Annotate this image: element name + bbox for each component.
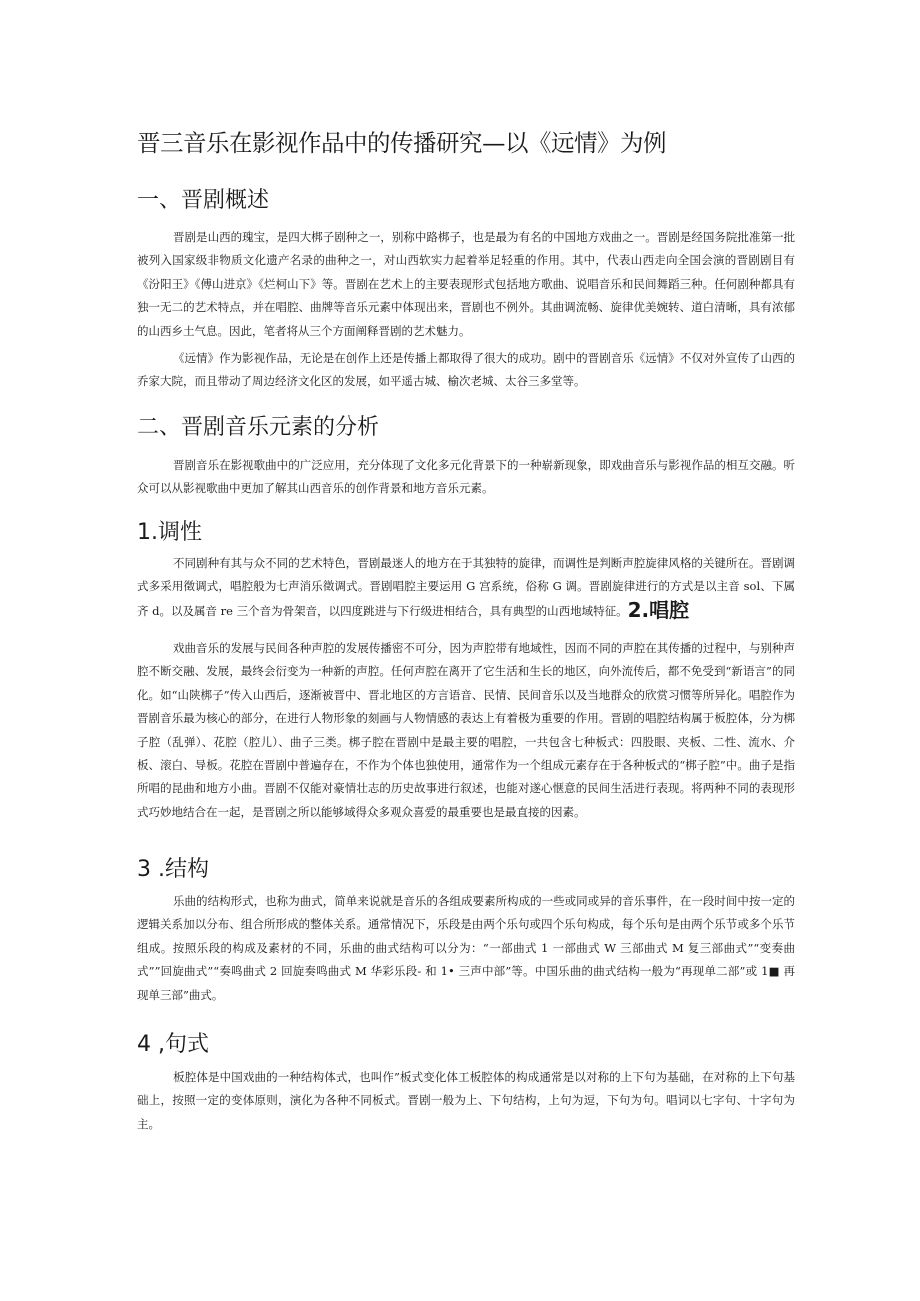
section-heading-music-elements: 二、晋剧音乐元素的分析 [137, 415, 380, 440]
paragraph [137, 454, 795, 501]
paragraph-text: 晋剧是山西的瑰宝，是四大梆子剧种之一，别称中路梆子，也是最为有名的中国地方戏曲之一。晋剧是经国务院批准第一批被列入国家级非物质文化遗产名录的曲种之一，对山西软实力起着举足轻重的作用。其中，代表山西走向全国会演的晋剧剧目有《汾阳王》《傅山进京》《烂柯山下》等。晋剧在艺术上的主要表现形式包括地方歌曲、说唱音乐和民间舞蹈三种。任何剧种都具有独一无二的艺术特点，并在唱腔、曲牌等音乐元素中体现出来，晋剧也不例外。其曲调流畅、旋律优美婉转、道白清晰，具有浓郁的山西乡土气息。因此，笔者将从三个方面阐释晋剧的艺术魅力。 [137, 230, 795, 338]
section-heading-overview: 一、晋剧概述 [137, 188, 270, 213]
paragraph-text: 晋剧音乐在影视歌曲中的广泛应用，充分体现了文化多元化背景下的一种崭新现象，即戏曲音乐与影视作品的相互交融。听众可以从影视歌曲中更加了解其山西音乐的创作背景和地方音乐元素。 [137, 458, 795, 496]
subheading-tonality: 1.调性 [137, 520, 202, 545]
paragraph-text: 不同剧种有其与众不同的艺术特色，晋剧最迷人的地方在于其独特的旋律，而调性是判断声腔旋律风格的关键所在。晋剧调式多采用徵调式，唱腔般为七声消乐徵调式。晋剧唱腔主要运用 G 宫系统，俗称 G 调。晋剧旋律进行的方式是以主音 sol、下属齐 d。以及属音 re 三个音为骨架音，以四度跳进与下行级进相结合，具有典型的山西地域特征。 [137, 556, 795, 618]
paragraph [137, 890, 795, 1007]
subheading-phrase-form: 4 ,句式 [137, 1032, 209, 1057]
subheading-structure: 3 .结构 [137, 857, 209, 882]
paragraph-text: 乐曲的结构形式，也称为曲式，简单来说就是音乐的各组成要素所构成的一些或同或异的音乐事件，在一段时间中按一定的逻辑关系加以分布、组合所形成的整体关系。通常情况下，乐段是由两个乐句或四个乐句构成，每个乐句是由两个乐节或多个乐节组成。按照乐段的构成及素材的不同，乐曲的曲式结构可以分为：“一部曲式 1 一部曲式 W 三部曲式 M 复三部曲式”“变奏曲式””回旋曲式”“奏鸣曲式 2 回旋奏鸣曲式 M 华彩乐段- 和 1• 三声中部”等。中国乐曲的曲式结构一般为“再现单二部”或 1■ 再现单三部”曲式。 [137, 894, 795, 1002]
paragraph-text: 《远情》作为影视作品，无论是在创作上还是传播上都取得了很大的成功。剧中的晋剧音乐《远情》不仅对外宣传了山西的乔家大院，而且带动了周边经济文化区的发展，如平遥古城、榆次老城、太谷三多堂等。 [137, 351, 795, 389]
paragraph-text: 板腔体是中国戏曲的一种结构体式，也叫作”板式变化体工板腔体的构成通常是以对称的上下句为基础，在对称的上下句基础上，按照一定的变体原则，演化为各种不同板式。晋剧一般为上、下句结构，上句为逗，下句为句。唱词以七字句、十字句为主。 [137, 1070, 795, 1131]
paragraph [137, 1066, 795, 1136]
paragraph [137, 552, 795, 623]
paragraph [137, 637, 795, 824]
paragraph [137, 226, 795, 343]
subheading-singing-style: 2.唱腔 [627, 597, 690, 622]
paragraph-text: 戏曲音乐的发展与民间各种声腔的发展传播密不可分，因为声腔带有地域性，因而不同的声腔在其传播的过程中，与别种声腔不断交融、发展，最终会衍变为一种新的声腔。任何声腔在离开了它生活和生长的地区，向外流传后，都不免受到“新语言”的同化。如“山陕梆子”传入山西后，逐渐被晋中、晋北地区的方言语音、民情、民间音乐以及当地群众的欣赏习惯等所异化。唱腔作为晋剧音乐最为核心的部分，在进行人物形象的刻画与人物情感的表达上有着极为重要的作用。晋剧的唱腔结构属于板腔体，分为梆子腔（乱弹）、花腔（腔儿）、曲子三类。梆子腔在晋剧中是最主要的唱腔，一共包含七种板式：四股眼、夹板、二性、流水、介板、滚白、导板。花腔在晋剧中普遍存在，不作为个体也独使用，通常作为一个组成元素存在于各种板式的“梆子腔”中。曲子是指所唱的昆曲和地方小曲。晋剧不仅能对豪情壮志的历史故事进行叙述，也能对遂心惬意的民间生活进行表现。将两种不同的表现形式巧妙地结合在一起，是晋剧之所以能够域得众多观众喜爱的最重要也是最直接的因素。 [137, 641, 795, 819]
paragraph [137, 347, 795, 394]
document-title: 晋三音乐在影视作品中的传播研究—以《远情》为例 [137, 129, 666, 157]
